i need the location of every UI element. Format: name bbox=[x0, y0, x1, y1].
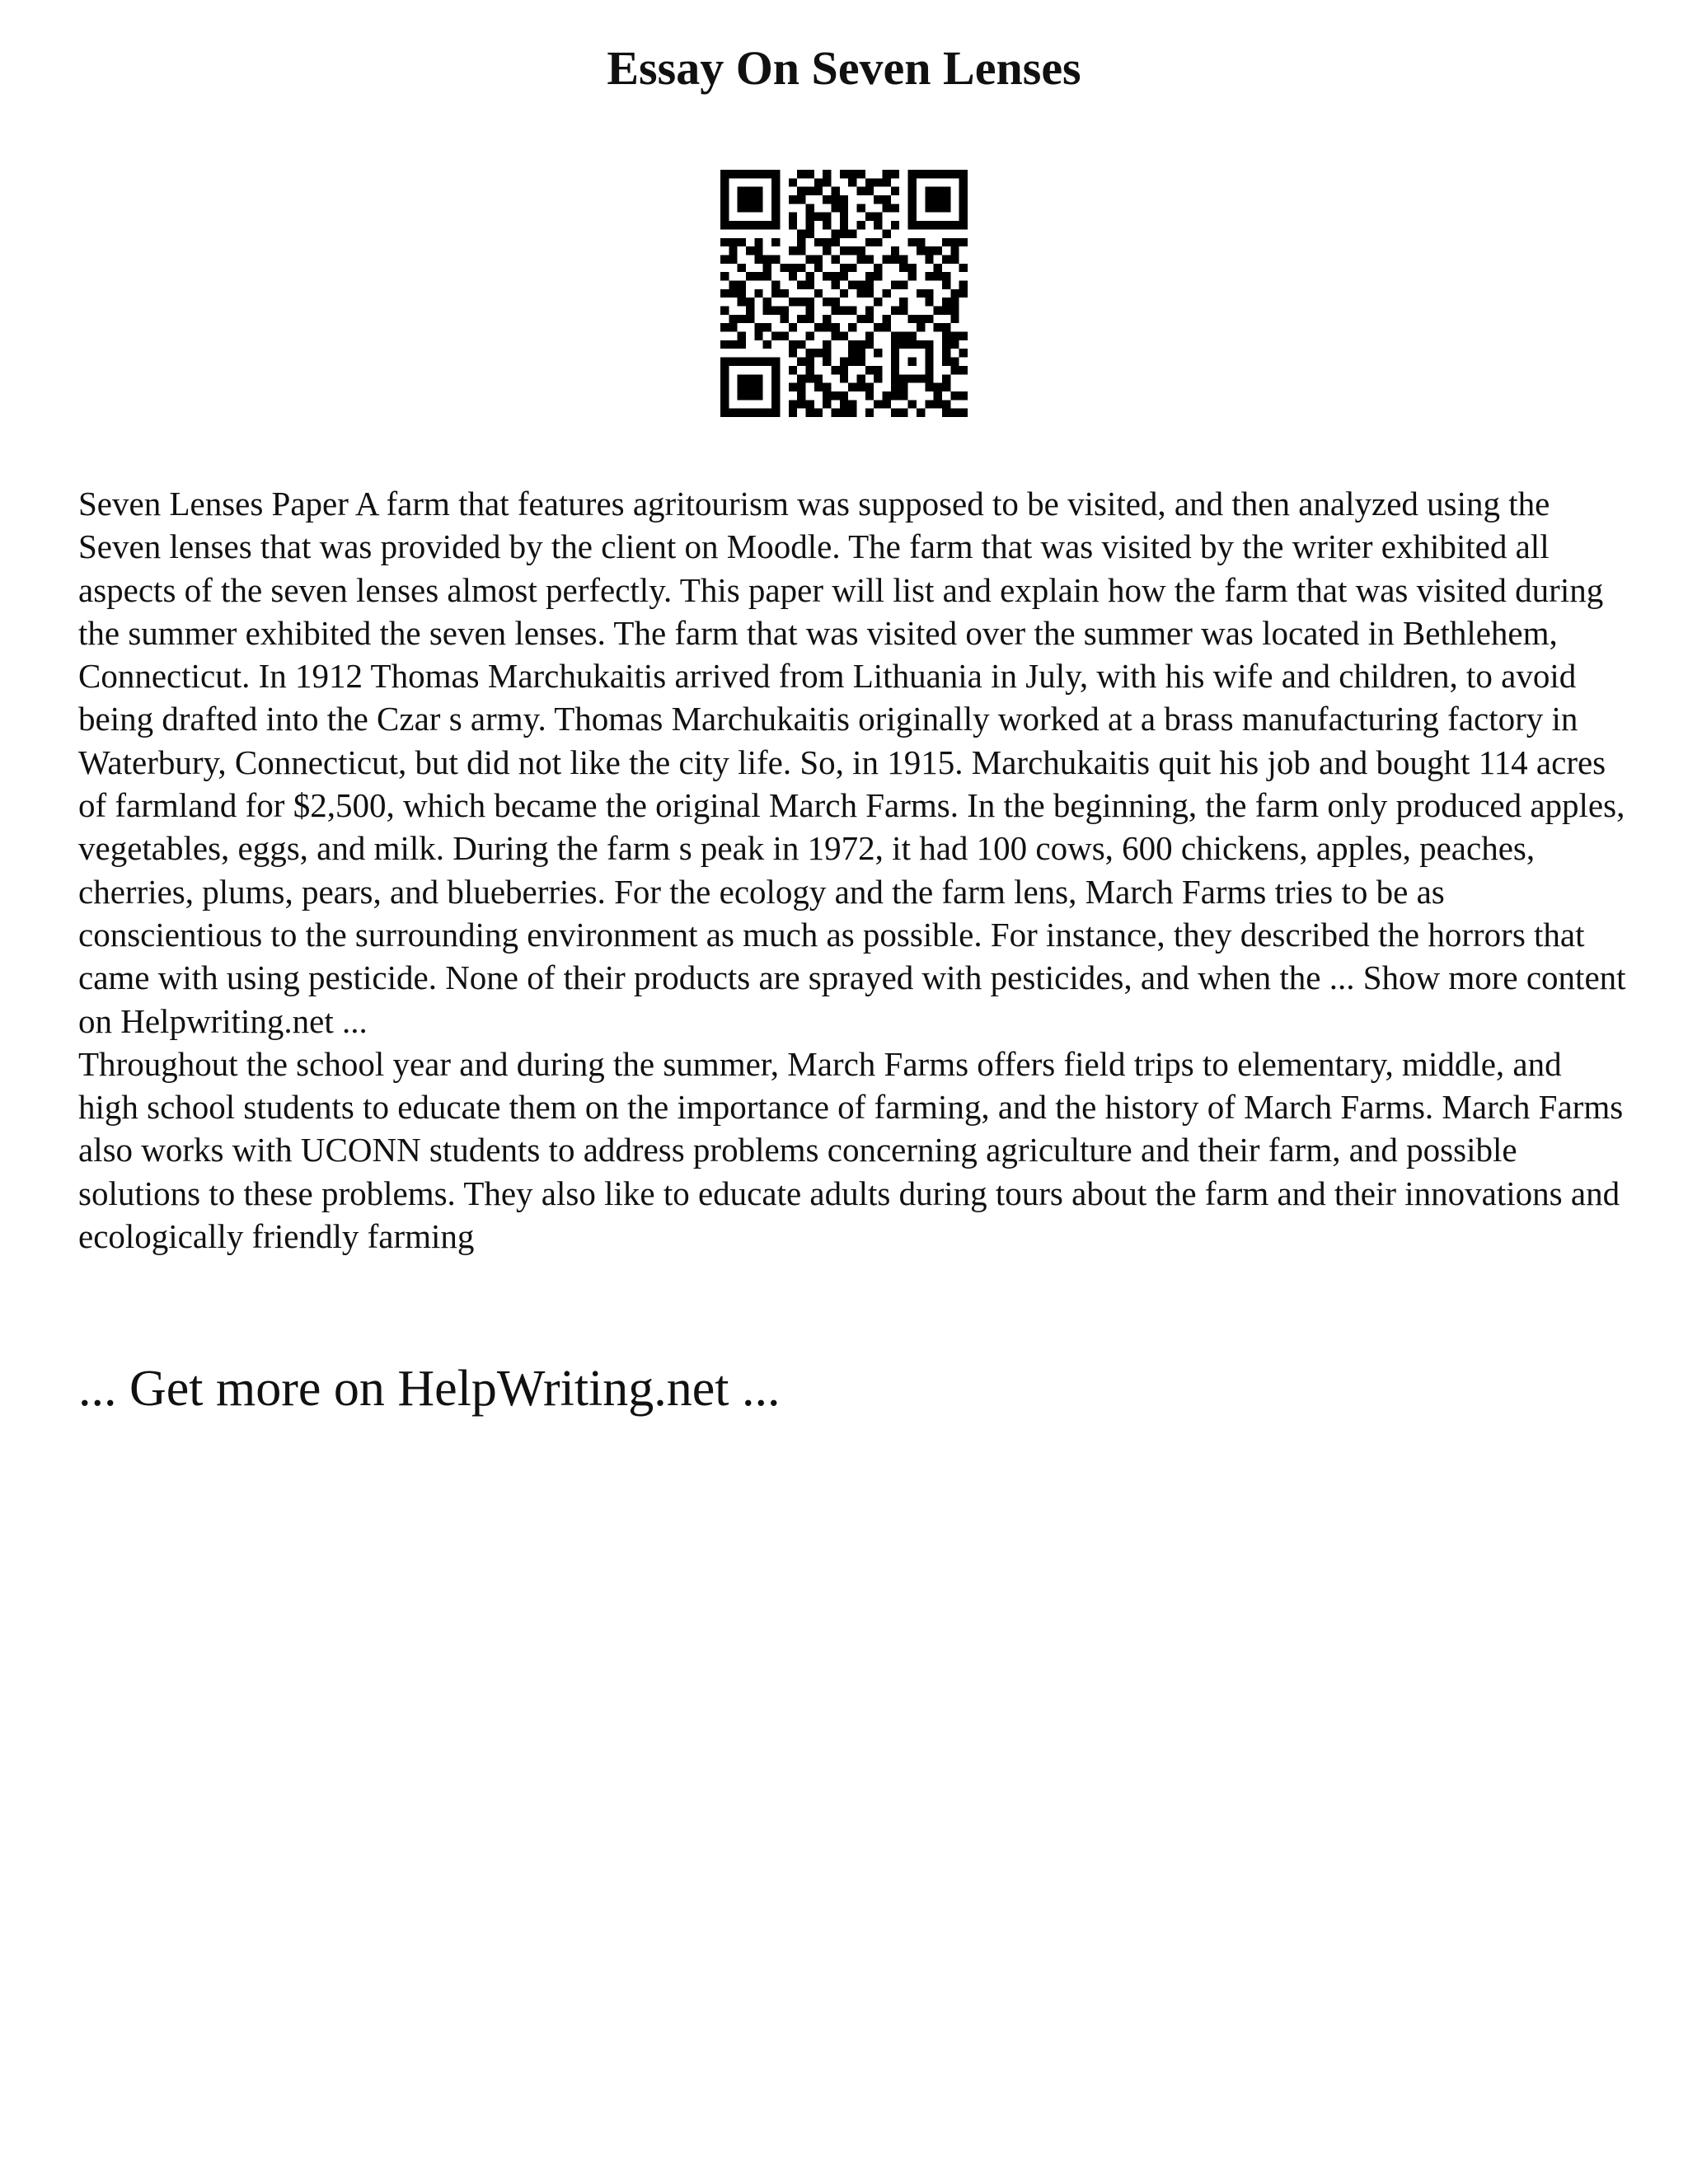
paragraph-1: Seven Lenses Paper A farm that features agritourism was supposed to be visited, and then analyzed using the Seven lenses that was provided by the client on Moodle. The farm that was visited by the writer exhibited all aspects of the seven lenses almost perfectly. This paper will list and explain how the farm that was visited during the summer exhibited the seven lenses. The farm that was visited over the summer was located in Bethlehem, Connecticut. In 1912 Thomas Marchukaitis arrived from Lithuania in July, with his wife and children, to avoid being drafted into the Czar s army. Thomas Marchukaitis originally worked at a brass manufacturing factory in Waterbury, Connecticut, but did not like the city life. So, in 1915. Marchukaitis quit his job and bought 114 acres of farmland for $2,500, which became the original March Farms. In the beginning, the farm only produced apples, vegetables, eggs, and milk. During the farm s peak in 1972, it had 100 cows, 600 chickens, apples, peaches, cherries, plums, pears, and blueberries. For the ecology and the farm lens, March Farms tries to be as conscientious to the surrounding environment as much as possible. For instance, they described the horrors that came with using pesticide. None of their products are sprayed with pesticides, and when the ... Show more content on Helpwriting.net ... bbox=[78, 485, 1626, 1040]
page-title: Essay On Seven Lenses bbox=[607, 41, 1081, 95]
get-more-link[interactable]: ... Get more on HelpWriting.net ... bbox=[78, 1361, 781, 1417]
qr-code-graphic bbox=[720, 170, 968, 417]
essay-body bbox=[78, 482, 1628, 1258]
qr-code-icon bbox=[720, 170, 968, 417]
paragraph-2: Throughout the school year and during the summer, March Farms offers field trips to elementary, middle, and high school students to educate them on the importance of farming, and the history of March Farms. March Farms also works with UCONN students to address problems concerning agriculture and their farm, and possible solutions to these problems. They also like to educate adults during tours about the farm and their innovations and ecologically friendly farming bbox=[78, 1044, 1624, 1256]
